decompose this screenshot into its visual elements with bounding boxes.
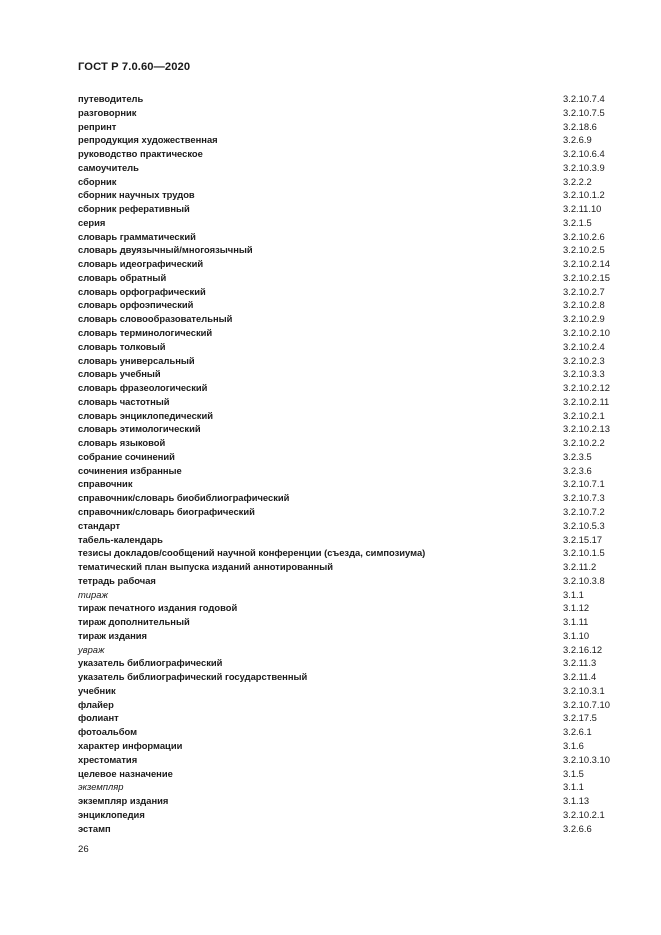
index-entry (78, 684, 618, 698)
index-reference: 3.2.15.17 (563, 533, 603, 545)
index-reference: 3.1.10 (563, 629, 590, 641)
index-entry (78, 739, 618, 753)
index-reference: 3.1.1 (563, 781, 584, 793)
index-term: словарь языковой (78, 437, 166, 449)
index-reference: 3.2.10.3.1 (563, 684, 605, 696)
index-term: словарь грамматический (78, 230, 196, 242)
index-term: тираж издания (78, 629, 148, 641)
index-entry (78, 670, 618, 684)
index-reference: 3.2.6.6 (563, 822, 592, 834)
index-reference: 3.2.10.2.11 (563, 395, 610, 407)
index-reference: 3.2.10.2.14 (563, 258, 610, 270)
index-reference: 3.1.5 (563, 767, 584, 779)
index-entry (78, 409, 618, 423)
index-reference: 3.2.10.3.8 (563, 574, 605, 586)
index-term: сочинения избранные (78, 464, 182, 476)
index-entry (78, 574, 618, 588)
document-header: ГОСТ Р 7.0.60—2020 (78, 61, 191, 73)
index-term: экземпляр издания (78, 795, 169, 807)
index-entry (78, 519, 618, 533)
index-term: словарь частотный (78, 395, 170, 407)
index-entry (78, 312, 618, 326)
index-entry (78, 767, 618, 781)
index-reference: 3.2.10.1.5 (563, 547, 605, 559)
index-term: словарь двуязычный/многоязычный (78, 244, 253, 256)
index-term: словарь фразеологический (78, 382, 208, 394)
index-term: фолиант (78, 712, 119, 724)
index-entry (78, 491, 618, 505)
index-term: тетрадь рабочая (78, 574, 156, 586)
index-term: словарь универсальный (78, 354, 195, 366)
index-reference: 3.2.10.2.12 (563, 382, 610, 394)
index-term: словарь этимологический (78, 423, 201, 435)
index-entry (78, 629, 618, 643)
index-entry (78, 271, 618, 285)
index-term: руководство практическое (78, 148, 203, 160)
index-reference: 3.2.10.2.9 (563, 313, 605, 325)
index-entry (78, 794, 618, 808)
index-entry (78, 753, 618, 767)
index-entry (78, 711, 618, 725)
index-reference: 3.2.16.12 (563, 643, 603, 655)
index-reference: 3.2.6.9 (563, 134, 592, 146)
index-reference: 3.2.10.2.1 (563, 808, 605, 820)
index-entry (78, 161, 618, 175)
index-entry (78, 615, 618, 629)
index-term: энциклопедия (78, 808, 145, 820)
index-reference: 3.2.3.6 (563, 464, 592, 476)
index-term: целевое назначение (78, 767, 173, 779)
index-reference: 3.2.10.2.10 (563, 327, 610, 339)
index-reference: 3.2.10.2.4 (563, 340, 605, 352)
index-reference: 3.2.10.7.10 (563, 698, 610, 710)
index-reference: 3.2.10.6.4 (563, 148, 605, 160)
index-term: словарь толковый (78, 340, 166, 352)
index-entry (78, 436, 618, 450)
index-entry (78, 285, 618, 299)
index-term: справочник/словарь биобиблиографический (78, 492, 290, 504)
page-number: 26 (78, 844, 89, 855)
index-reference: 3.1.13 (563, 795, 590, 807)
index-term: табель-календарь (78, 533, 163, 545)
index-entry (78, 725, 618, 739)
index-entry (78, 354, 618, 368)
index-reference: 3.2.10.2.15 (563, 271, 610, 283)
index-entry (78, 257, 618, 271)
index-term: фотоальбом (78, 726, 138, 738)
index-reference: 3.2.3.5 (563, 450, 592, 462)
index-term: серия (78, 216, 106, 228)
index-term: справочник (78, 478, 133, 490)
index-term: увраж (78, 643, 105, 655)
index-term: собрание сочинений (78, 450, 175, 462)
index-reference: 3.2.11.10 (563, 203, 602, 215)
index-term: стандарт (78, 519, 121, 531)
index-reference: 3.1.6 (563, 739, 584, 751)
index-entry (78, 243, 618, 257)
index-term: репринт (78, 120, 117, 132)
index-term: словарь идеографический (78, 258, 204, 270)
index-entry (78, 450, 618, 464)
index-reference: 3.2.10.7.3 (563, 492, 605, 504)
index-entry (78, 698, 618, 712)
index-entry (78, 202, 618, 216)
index-term: сборник реферативный (78, 203, 190, 215)
index-entry (78, 175, 618, 189)
index-reference: 3.2.10.2.13 (563, 423, 610, 435)
index-entry (78, 505, 618, 519)
index-term: эстамп (78, 822, 111, 834)
index-reference: 3.2.10.7.1 (563, 478, 605, 490)
index-reference: 3.2.10.2.6 (563, 230, 605, 242)
index-reference: 3.2.10.7.5 (563, 106, 605, 118)
index-reference: 3.2.10.2.3 (563, 354, 605, 366)
index-entry (78, 546, 618, 560)
index-reference: 3.2.10.3.9 (563, 161, 605, 173)
index-reference: 3.2.10.3.10 (563, 753, 610, 765)
index-term: флайер (78, 698, 114, 710)
index-term: характер информации (78, 739, 183, 751)
index-term: словарь словообразовательный (78, 313, 233, 325)
index-entry (78, 656, 618, 670)
index-term: указатель библиографический государственный (78, 671, 308, 683)
index-reference: 3.2.10.5.3 (563, 519, 605, 531)
index-reference: 3.2.6.1 (563, 726, 592, 738)
index-reference: 3.1.1 (563, 588, 584, 600)
index-reference: 3.2.1.5 (563, 216, 592, 228)
index-term: самоучитель (78, 161, 139, 173)
index-list (78, 92, 618, 835)
index-reference: 3.2.10.3.3 (563, 368, 605, 380)
index-entry (78, 422, 618, 436)
index-reference: 3.2.10.7.2 (563, 505, 605, 517)
index-entry (78, 147, 618, 161)
index-reference: 3.2.11.4 (563, 671, 597, 683)
index-term: разговорник (78, 106, 137, 118)
index-entry (78, 381, 618, 395)
index-term: учебник (78, 684, 116, 696)
index-entry (78, 340, 618, 354)
index-reference: 3.2.10.2.8 (563, 299, 605, 311)
index-reference: 3.2.18.6 (563, 120, 597, 132)
index-term: тираж (78, 588, 108, 600)
index-term: словарь орфографический (78, 285, 206, 297)
index-entry (78, 601, 618, 615)
index-term: тираж печатного издания годовой (78, 602, 238, 614)
index-reference: 3.2.10.2.7 (563, 285, 605, 297)
index-entry (78, 780, 618, 794)
index-term: словарь энциклопедический (78, 409, 214, 421)
index-term: справочник/словарь биографический (78, 505, 255, 517)
index-term: словарь терминологический (78, 327, 213, 339)
index-entry (78, 560, 618, 574)
index-entry (78, 533, 618, 547)
index-entry (78, 92, 618, 106)
index-term: словарь орфоэпический (78, 299, 194, 311)
index-term: указатель библиографический (78, 657, 223, 669)
index-entry (78, 477, 618, 491)
index-term: словарь обратный (78, 271, 167, 283)
index-reference: 3.2.10.1.2 (563, 189, 605, 201)
index-entry (78, 133, 618, 147)
index-reference: 3.1.11 (563, 616, 589, 628)
index-term: репродукция художественная (78, 134, 218, 146)
index-term: путеводитель (78, 93, 144, 104)
index-entry (78, 395, 618, 409)
index-reference: 3.2.2.2 (563, 175, 592, 187)
index-reference: 3.2.10.2.2 (563, 437, 605, 449)
index-term: словарь учебный (78, 368, 161, 380)
index-entry (78, 367, 618, 381)
index-term: хрестоматия (78, 753, 138, 765)
index-term: тематический план выпуска изданий аннотированный (78, 561, 334, 573)
index-entry (78, 298, 618, 312)
index-reference: 3.2.10.2.1 (563, 409, 605, 421)
index-term: сборник научных трудов (78, 189, 195, 201)
index-term: тираж дополнительный (78, 616, 190, 628)
index-entry (78, 106, 618, 120)
index-entry (78, 464, 618, 478)
index-reference: 3.1.12 (563, 602, 590, 614)
index-entry (78, 588, 618, 602)
index-entry (78, 188, 618, 202)
index-term: сборник (78, 175, 117, 187)
index-reference: 3.2.17.5 (563, 712, 597, 724)
index-entry (78, 808, 618, 822)
index-entry (78, 216, 618, 230)
index-entry (78, 120, 618, 134)
index-entry (78, 822, 618, 836)
index-reference: 3.2.10.2.5 (563, 244, 605, 256)
index-term: экземпляр (78, 781, 124, 793)
index-reference: 3.2.11.2 (563, 561, 597, 573)
index-entry (78, 230, 618, 244)
index-reference: 3.2.10.7.4 (563, 93, 605, 104)
index-entry (78, 643, 618, 657)
index-reference: 3.2.11.3 (563, 657, 597, 669)
index-term: тезисы докладов/сообщений научной конференции (съезда, симпозиума) (78, 547, 426, 559)
index-entry (78, 326, 618, 340)
